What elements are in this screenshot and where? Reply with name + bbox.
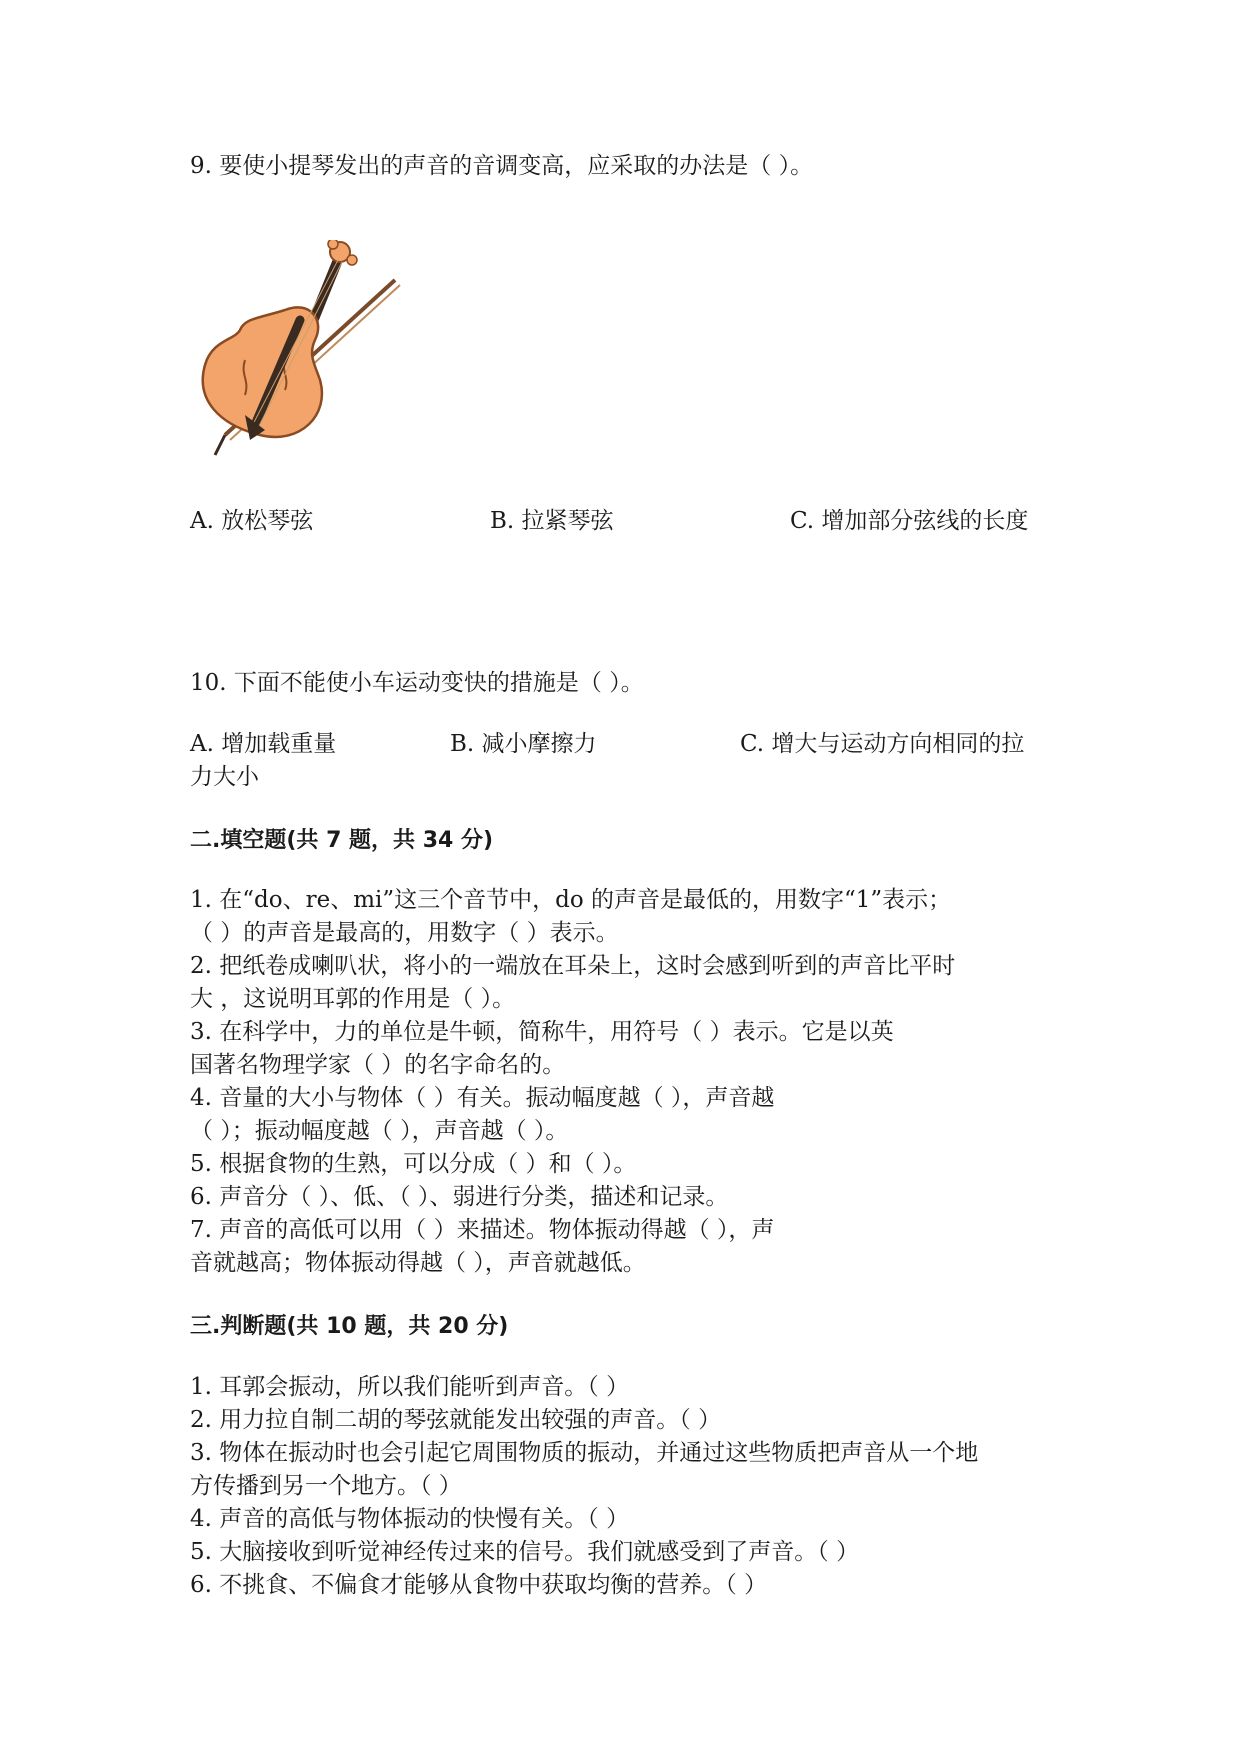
q10-option-a: A. 增加载重量 (190, 731, 337, 757)
q9-stem: 9. 要使小提琴发出的声音的音调变高，应采取的办法是（ ）。 (190, 153, 814, 179)
s3-line: 1. 耳郭会振动，所以我们能听到声音。（ ） (190, 1374, 630, 1400)
s2-line: （ ）的声音是最高的，用数字（ ）表示。 (190, 920, 619, 946)
violin-illustration (190, 240, 410, 475)
s3-line: 4. 声音的高低与物体振动的快慢有关。（ ） (190, 1506, 630, 1532)
q10-option-c: C. 增大与运动方向相同的拉 (740, 731, 1025, 757)
s2-line: 1. 在“do、re、mi”这三个音节中，do 的声音是最低的，用数字“1”表示； (190, 887, 952, 913)
s2-line: 6. 声音分（ ）、低、（ ）、弱进行分类，描述和记录。 (190, 1184, 729, 1210)
s2-line: 大 ，这说明耳郭的作用是（ ）。 (190, 986, 516, 1012)
s3-line: 5. 大脑接收到听觉神经传过来的信号。我们就感受到了声音。（ ） (190, 1539, 860, 1565)
s2-line: 5. 根据食物的生熟，可以分成（ ）和（ ）。 (190, 1151, 637, 1177)
s2-line: 4. 音量的大小与物体（ ）有关。振动幅度越（ ），声音越 (190, 1085, 775, 1111)
s2-line: （ ）；振动幅度越（ ），声音越（ ）。 (190, 1118, 569, 1144)
s2-line: 2. 把纸卷成喇叭状，将小的一端放在耳朵上，这时会感到听到的声音比平时 (190, 953, 956, 979)
section2-title: 二.填空题(共 7 题，共 34 分) (190, 828, 494, 853)
s3-line: 6. 不挑食、不偏食才能够从食物中获取均衡的营养。（ ） (190, 1572, 768, 1598)
q9-option-b: B. 拉紧琴弦 (490, 508, 614, 534)
q10-option-b: B. 减小摩擦力 (450, 731, 597, 757)
q10-stem: 10. 下面不能使小车运动变快的措施是（ ）。 (190, 670, 644, 696)
s3-line: 3. 物体在振动时也会引起它周围物质的振动，并通过这些物质把声音从一个地 (190, 1440, 979, 1466)
s2-line: 7. 声音的高低可以用（ ）来描述。物体振动得越（ ），声 (190, 1217, 775, 1243)
section3-title: 三.判断题(共 10 题，共 20 分) (190, 1314, 509, 1339)
s3-line: 方传播到另一个地方。（ ） (190, 1473, 462, 1499)
q9-option-c: C. 增加部分弦线的长度 (790, 508, 1029, 534)
s2-line: 国著名物理学家（ ）的名字命名的。 (190, 1052, 566, 1078)
s2-line: 3. 在科学中，力的单位是牛顿，简称牛，用符号（ ）表示。它是以英 (190, 1019, 894, 1045)
s3-line: 2. 用力拉自制二胡的琴弦就能发出较强的声音。（ ） (190, 1407, 722, 1433)
s2-line: 音就越高；物体振动得越（ ），声音就越低。 (190, 1250, 646, 1276)
q10-option-c-cont: 力大小 (190, 764, 259, 790)
q9-option-a: A. 放松琴弦 (190, 508, 314, 534)
